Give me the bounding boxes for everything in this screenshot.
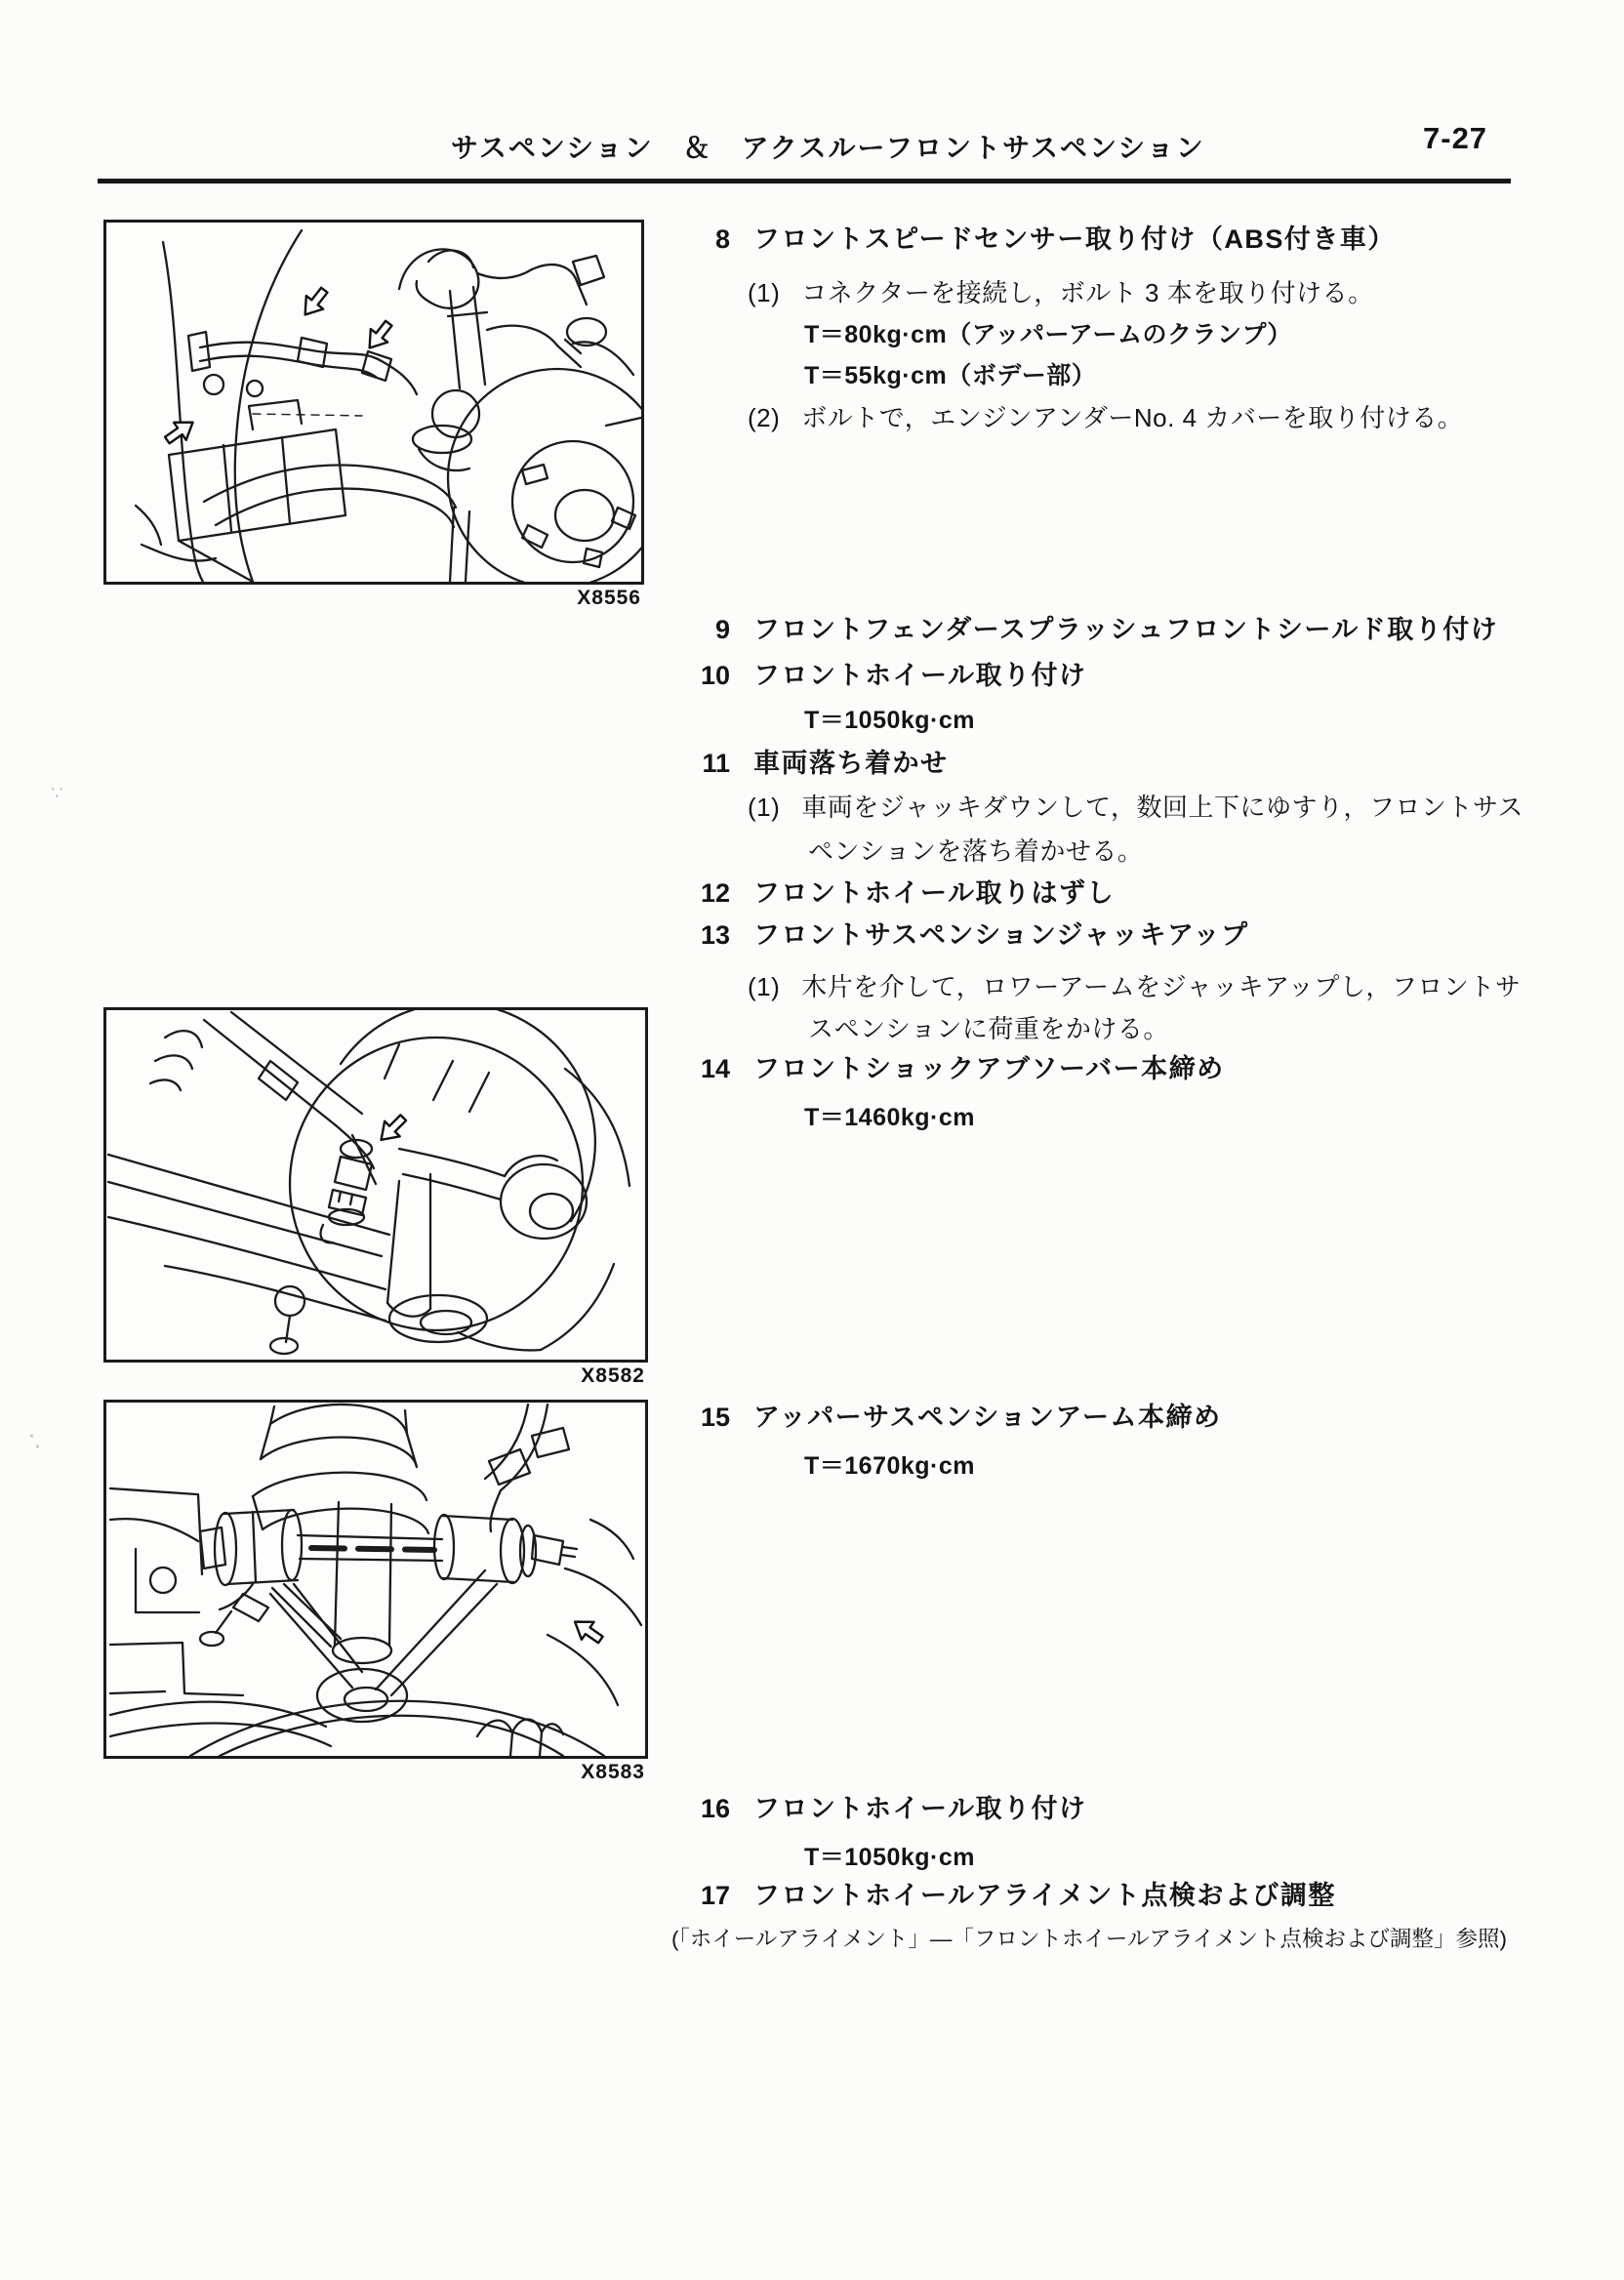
figure-x8583 [103, 1400, 648, 1783]
step-title: 車両落ち着かせ [753, 749, 949, 778]
pointer-arrow-icon [569, 1613, 607, 1649]
torque-spec: T＝80kg·cm（アッパーアームのクランプ） [804, 321, 1292, 348]
page-title: サスペンション ＆ アクスルーフロントサスペンション [451, 133, 1205, 163]
step-10 [683, 659, 1086, 692]
figure-x8582 [103, 1007, 648, 1387]
step-title: フロントホイールアライメント点検および調整 [753, 1881, 1336, 1910]
substep-number: (1) [748, 972, 781, 1001]
step-number: 10 [700, 661, 730, 690]
substep-continuation: スペンションに荷重をかける。 [808, 1014, 1169, 1043]
substep-number: (1) [748, 793, 781, 822]
step-17 [683, 1879, 1336, 1912]
step-13 [683, 918, 1249, 952]
step-8-substep-1 [748, 276, 1374, 309]
suspension-speed-sensor-illustration [106, 223, 641, 582]
torque-spec: T＝55kg·cm（ボデー部） [804, 362, 1097, 389]
step-8 [683, 223, 1396, 256]
step-number: 16 [700, 1794, 730, 1823]
step-number: 8 [714, 224, 730, 254]
step-title: フロントホイール取り付け [753, 661, 1087, 690]
substep-text: ボルトで，エンジンアンダーNo. 4 カバーを取り付ける。 [801, 403, 1464, 432]
torque-spec: T＝1670kg·cm [804, 1452, 976, 1480]
figure-x8556 [103, 220, 644, 609]
step-number: 11 [702, 749, 730, 778]
step-number: 14 [700, 1054, 730, 1083]
step-15 [683, 1401, 1222, 1434]
step-title: フロントショックアブソーバー本締め [753, 1054, 1225, 1083]
shock-absorber-illustration [106, 1010, 645, 1360]
step-13-substep-1 [748, 970, 1521, 1003]
step-number: 13 [700, 920, 730, 950]
pointer-arrow-icon [297, 283, 333, 321]
step-11-substep-1 [748, 791, 1523, 824]
step-14 [683, 1052, 1225, 1085]
scan-artifact: ∵ [51, 783, 63, 804]
step-number: 12 [700, 878, 730, 908]
substep-text: コネクターを接続し，ボルト 3 本を取り付ける。 [801, 278, 1374, 307]
step-title: アッパーサスペンションアーム本締め [753, 1403, 1222, 1432]
figure-label: X8583 [581, 1761, 645, 1783]
step-16 [683, 1792, 1086, 1825]
page-number: 7-27 [1423, 121, 1488, 155]
substep-continuation: ペンションを落ち着かせる。 [808, 836, 1144, 866]
substep-text: 木片を介して，ロワーアームをジャッキアップし，フロントサ [801, 972, 1522, 1001]
pointer-arrow-icon [361, 316, 397, 354]
figure-label: X8556 [577, 587, 641, 609]
header-rule [98, 179, 1511, 183]
torque-spec: T＝1050kg·cm [804, 1844, 976, 1871]
step-9 [683, 613, 1498, 646]
substep-number: (1) [748, 278, 781, 307]
reference-footnote: (「ホイールアライメント」―「フロントホイールアライメント点検および調整」参照) [671, 1927, 1508, 1951]
scan-artifact: ⠡ [27, 1433, 42, 1454]
pointer-arrow-icon [374, 1110, 411, 1147]
torque-spec: T＝1050kg·cm [804, 707, 976, 734]
step-number: 17 [700, 1881, 730, 1910]
step-number: 9 [714, 615, 730, 644]
step-number: 15 [700, 1403, 730, 1432]
step-title: フロントスピードセンサー取り付け（ABS付き車） [753, 224, 1396, 254]
step-title: フロントホイール取り付け [753, 1794, 1087, 1823]
substep-text: 車両をジャッキダウンして，数回上下にゆすり，フロントサス [801, 793, 1523, 822]
torque-spec: T＝1460kg·cm [804, 1104, 976, 1131]
step-11 [683, 747, 949, 780]
step-title: フロントホイール取りはずし [753, 878, 1115, 908]
upper-arm-illustration [106, 1403, 645, 1756]
step-title: フロントフェンダースプラッシュフロントシールド取り付け [753, 615, 1499, 644]
figure-label: X8582 [581, 1364, 645, 1387]
step-8-substep-2 [748, 401, 1463, 434]
substep-number: (2) [748, 403, 781, 432]
step-title: フロントサスペンションジャッキアップ [753, 920, 1249, 950]
step-12 [683, 876, 1115, 910]
